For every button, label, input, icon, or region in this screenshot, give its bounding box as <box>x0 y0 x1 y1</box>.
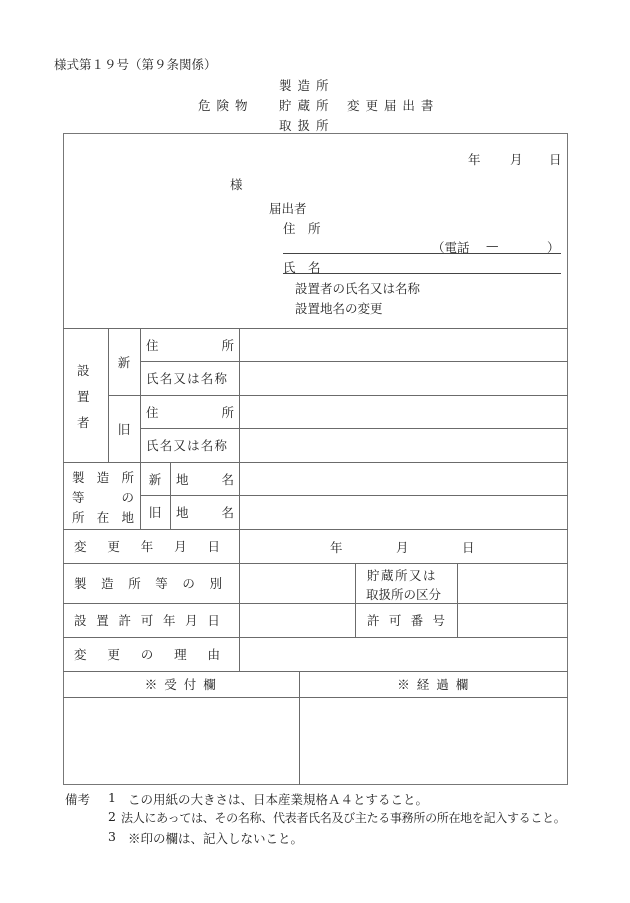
permit-date-field[interactable] <box>240 604 355 637</box>
change-date-field[interactable] <box>240 530 567 563</box>
location-new-label: 新 <box>148 471 162 487</box>
reception-header: ※ 受 付 欄 <box>144 677 218 692</box>
installer-new-address-field[interactable] <box>240 329 567 361</box>
remark-3-number: 3 <box>108 829 116 844</box>
date-month: 月 <box>510 152 523 167</box>
remark-1-text: この用紙の大きさは、日本産業規格Ａ４とすること。 <box>128 792 429 807</box>
category-label-line1: 貯蔵所又は <box>367 568 438 583</box>
progress-area <box>300 698 567 784</box>
date-year: 年 <box>468 152 481 167</box>
permit-date-label: 設 置 許 可 年 月 日 <box>74 613 220 628</box>
location-old-label: 旧 <box>148 505 162 520</box>
title-hazardous: 危 険 物 <box>198 98 249 113</box>
category-label-line2: 取扱所の区分 <box>366 587 442 602</box>
remarks-label: 備考 <box>65 792 91 807</box>
address-label: 住 所 <box>283 221 321 236</box>
location-new-place-field[interactable] <box>240 463 567 495</box>
location-old-place-label: 地 名 <box>176 505 234 520</box>
installer-new-name-label: 氏名又は名称 <box>146 371 229 386</box>
category-field[interactable] <box>458 564 567 603</box>
change-date-day: 日 <box>462 539 475 555</box>
change-date-month: 月 <box>396 539 409 555</box>
remark-3-text: ※印の欄は、記入しないこと。 <box>128 831 304 846</box>
installer-old-address-label: 住 所 <box>146 404 234 420</box>
phone-open: （電話 <box>432 240 470 255</box>
installer-old-name-field[interactable] <box>240 429 567 462</box>
remark-2-text: 法人にあっては、その名称、代表者氏名及び主たる事務所の所在地を記入すること。 <box>121 811 566 825</box>
divider <box>355 563 356 637</box>
installer-name-note: 設置者の氏名又は名称 <box>295 281 421 296</box>
permit-number-label: 許 可 番 号 <box>367 613 445 628</box>
remark-2-number: 2 <box>108 809 116 824</box>
divider <box>170 462 171 529</box>
installer-new-name-field[interactable] <box>240 362 567 395</box>
name-underline <box>283 273 561 274</box>
progress-header: ※ 経 過 欄 <box>397 677 470 692</box>
date-day: 日 <box>549 152 562 167</box>
addressee-suffix: 様 <box>230 177 243 192</box>
title-storage: 貯 蔵 所 <box>279 98 330 113</box>
permit-number-field[interactable] <box>458 604 567 637</box>
location-name-note: 設置地名の変更 <box>295 301 383 316</box>
address-underline <box>283 253 561 254</box>
change-date-label: 変 更 年 月 日 <box>74 539 220 554</box>
installer-old-name-label: 氏名又は名称 <box>146 438 229 453</box>
installer-old-label: 旧 <box>117 421 131 437</box>
title-handling: 取 扱 所 <box>279 118 330 133</box>
change-reason-label: 変 更 の 理 由 <box>74 647 220 662</box>
location-new-place-label: 地 名 <box>176 471 234 487</box>
title-suffix: 変 更 届 出 書 <box>347 98 435 113</box>
change-date-year: 年 <box>330 539 343 555</box>
notifier-label: 届出者 <box>269 201 307 216</box>
change-reason-field[interactable] <box>240 638 567 671</box>
name-label: 氏 名 <box>283 260 321 275</box>
installer-old-address-field[interactable] <box>240 396 567 428</box>
facility-type-field[interactable] <box>240 564 355 603</box>
installer-new-label: 新 <box>117 354 131 370</box>
facility-type-label: 製 造 所 等 の 別 <box>74 576 222 591</box>
phone-dash: — <box>486 238 499 253</box>
form-number: 様式第１９号（第９条関係） <box>54 57 217 72</box>
location-old-place-field[interactable] <box>240 496 567 529</box>
title-manufacturing: 製 造 所 <box>279 78 330 93</box>
reception-area <box>64 698 299 784</box>
phone-close: ） <box>547 240 560 255</box>
installer-new-address-label: 住 所 <box>146 337 234 353</box>
remark-1-number: 1 <box>108 790 116 805</box>
